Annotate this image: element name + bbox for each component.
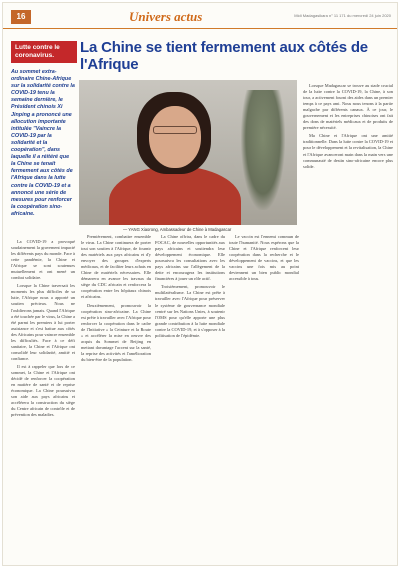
body-column-3 — [155, 234, 225, 561]
page-header — [3, 3, 397, 29]
paragraph: Premièrement, combattre ensemble le virus. La Chine continuera de porter tout son soutien à l'Afrique, de fournir des matériels aux pays africains et d'y envoyer des groupes d'experts médicaux, et de faciliter leurs achats en Chine de matériels nécessaires. Elle démarrera en avance les travaux du siège du CDC africain et renforcera la coopération entre les hôpitaux chinois et africains. — [81, 234, 151, 300]
photo-person-glasses — [153, 126, 197, 134]
paragraph: La Chine offrira, dans le cadre du FOCAC, de nouvelles opportunités aux pays africains et soutiendra leur développement économique. Elle poursuivra les consultations avec les pays africains sur l'allègement de la dette et encouragera les institutions financières à jouer un rôle actif. — [155, 234, 225, 282]
ambassador-photo — [79, 80, 297, 225]
paragraph: Ma Chine et l'Afrique ont une amitié traditionnelle. Dans la lutte contre la COVID-19 et pour le développement et la revitalisation, la Chine et l'Afrique avanceront main dans la main vers une communauté de destin sino-africaine encore plus solide. — [303, 133, 393, 169]
photo-person-face — [149, 106, 201, 168]
paragraph: Lorsque la Chine traversait les moments les plus difficiles de sa lutte, l'Afrique nous a apporté un soutien précieux. Nous ne l'oublierons jamais. Quand l'Afrique a été touchée par le virus, la Chine a été parmi les premiers à lui porter assistance et s'est battue aux côtés des Africains pour vaincre ensemble les difficultés. Face à ce défi sanitaire, la Chine et l'Afrique ont consolidé leur solidarité, amitié et confiance. — [11, 283, 75, 361]
newspaper-page — [2, 2, 398, 566]
paragraph: La COVID-19 a provoqué soudainement la gravement impacté les différents pays du monde. Face à cette pandémie, la Chine et l'Afrique se sont soutenues mutuellement et ont mené un combat solidaire. — [11, 239, 75, 281]
kicker-label: Lutte contre le coronavirus. — [11, 41, 77, 63]
photo-caption: — YANG Xiaorong, Ambassadeur de Chine à Madagascar — [123, 227, 232, 232]
body-column-2 — [81, 234, 151, 561]
photo-person-body — [109, 166, 241, 225]
paragraph: Le vaccin est l'ennemi commun de toute l'humanité. Nous espérons que la Chine et l'Afrique renforcent leur coopération dans la recherche et le développement de vaccins, et que les vaccins une fois mis au point deviennent un bien public mondial accessible à tous. — [229, 234, 299, 282]
issue-info: Midi Madagasikara n° 11 171 du mercredi 24 juin 2020 — [294, 13, 391, 18]
body-column-4 — [303, 83, 393, 561]
headline: La Chine se tient fermement aux côtés de l'Afrique — [80, 39, 368, 73]
paragraph: Lorsque Madagascar se trouve au stade crucial de la lutte contre la COVID-19, la Chine, à son tour, a activement fourni des aides dans un premier temps à ce pays ami. Nous nous tenons à la partie malgache par différents canaux. À ce jour, le gouvernement et les entreprises chinoises ont fait des dons de matériels médicaux et de produits de première nécessité. — [303, 83, 393, 131]
lead-paragraph: Au sommet extra-ordinaire Chine-Afrique sur la solidarité contre la COVID-19 tenu la semaine dernière, le Président chinois Xi Jinping a prononcé une allocution importante intitulée "Vaincre la COVID-19 par la solidarité et la coopération", dans laquelle il a réitéré que la Chine se tenait fermement aux côtés de l'Afrique dans la lutte contre la COVID-19 et a annoncé une série de mesures pour renforcer la coopération sino-africaine. — [11, 69, 75, 217]
paragraph: Troisièmement, promouvoir le multilatéralisme. La Chine est prête à travailler avec l'Afrique pour préserver le système de gouvernance mondiale centré sur les Nations Unies, à soutenir l'OMS pour qu'elle apporte une plus grande contribution à la lutte mondiale contre la COVID-19, et à s'opposer à la politisation de l'épidémie. — [155, 284, 225, 338]
paragraph: Deuxièmement, promouvoir la coopération sino-africaine. La Chine est prête à travailler avec l'Afrique pour renforcer la coopération dans le cadre de l'Initiative « la Ceinture et la Route » et accélérer la mise en oeuvre des acquis du Sommet de Beijing en mettant davantage l'accent sur la santé, la reprise des activités et l'amélioration du bien-être de la population. — [81, 302, 151, 362]
page-number: 16 — [11, 10, 31, 24]
section-title: Univers actus — [129, 9, 203, 24]
body-column-3b — [229, 234, 299, 561]
photo-background-plant — [241, 90, 285, 210]
paragraph: Il est à rappeler que lors de ce sommet, la Chine et l'Afrique ont décidé de renforcer la coopération en matière de santé et de reprise économique. La Chine poursuivra son aide aux pays africains et accélérera la construction du siège du Centre africain de contrôle et de prévention des maladies. — [11, 363, 75, 418]
body-column-1 — [11, 239, 75, 561]
